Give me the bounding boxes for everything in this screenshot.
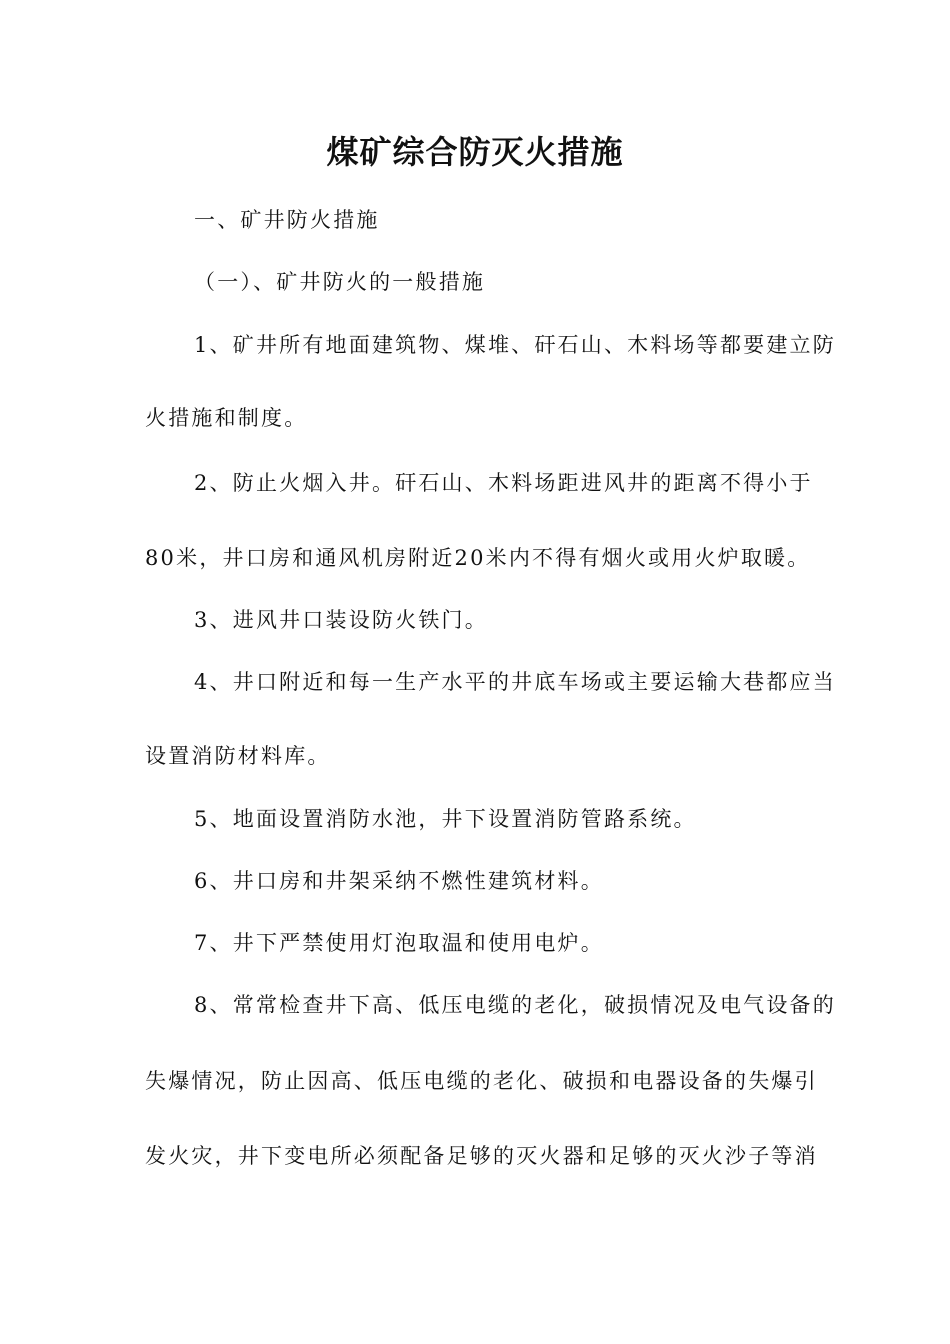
item-5: 5、地面设置消防水池，井下设置消防管路系统。 [194,807,697,831]
item-2-line-2: 80米，井口房和通风机房附近20米内不得有烟火或用火炉取暖。 [145,546,811,570]
item-6: 6、井口房和井架采纳不燃性建筑材料。 [194,869,604,893]
item-1-line-1: 1、矿井所有地面建筑物、煤堆、矸石山、木料场等都要建立防 [194,333,836,357]
item-2-line-1: 2、防止火烟入井。矸石山、木料场距进风井的距离不得小于 [194,471,813,495]
item-3: 3、进风井口装设防火铁门。 [194,608,488,632]
item-8-line-3: 发火灾，井下变电所必须配备足够的灭火器和足够的灭火沙子等消 [145,1144,818,1168]
item-8-line-1: 8、常常检查井下高、低压电缆的老化，破损情况及电气设备的 [194,993,836,1017]
item-4-line-2: 设置消防材料库。 [145,744,331,768]
item-7: 7、井下严禁使用灯泡取温和使用电炉。 [194,931,604,955]
document-title: 煤矿综合防灭火措施 [326,133,624,171]
item-4-line-1: 4、井口附近和每一生产水平的井底车场或主要运输大巷都应当 [194,670,836,694]
item-8-line-2: 失爆情况，防止因高、低压电缆的老化、破损和电器设备的失爆引 [145,1069,818,1093]
subsection-heading: （一）、矿井防火的一般措施 [194,270,486,294]
section-heading: 一、矿井防火措施 [194,208,380,232]
item-1-line-2: 火措施和制度。 [145,406,308,430]
